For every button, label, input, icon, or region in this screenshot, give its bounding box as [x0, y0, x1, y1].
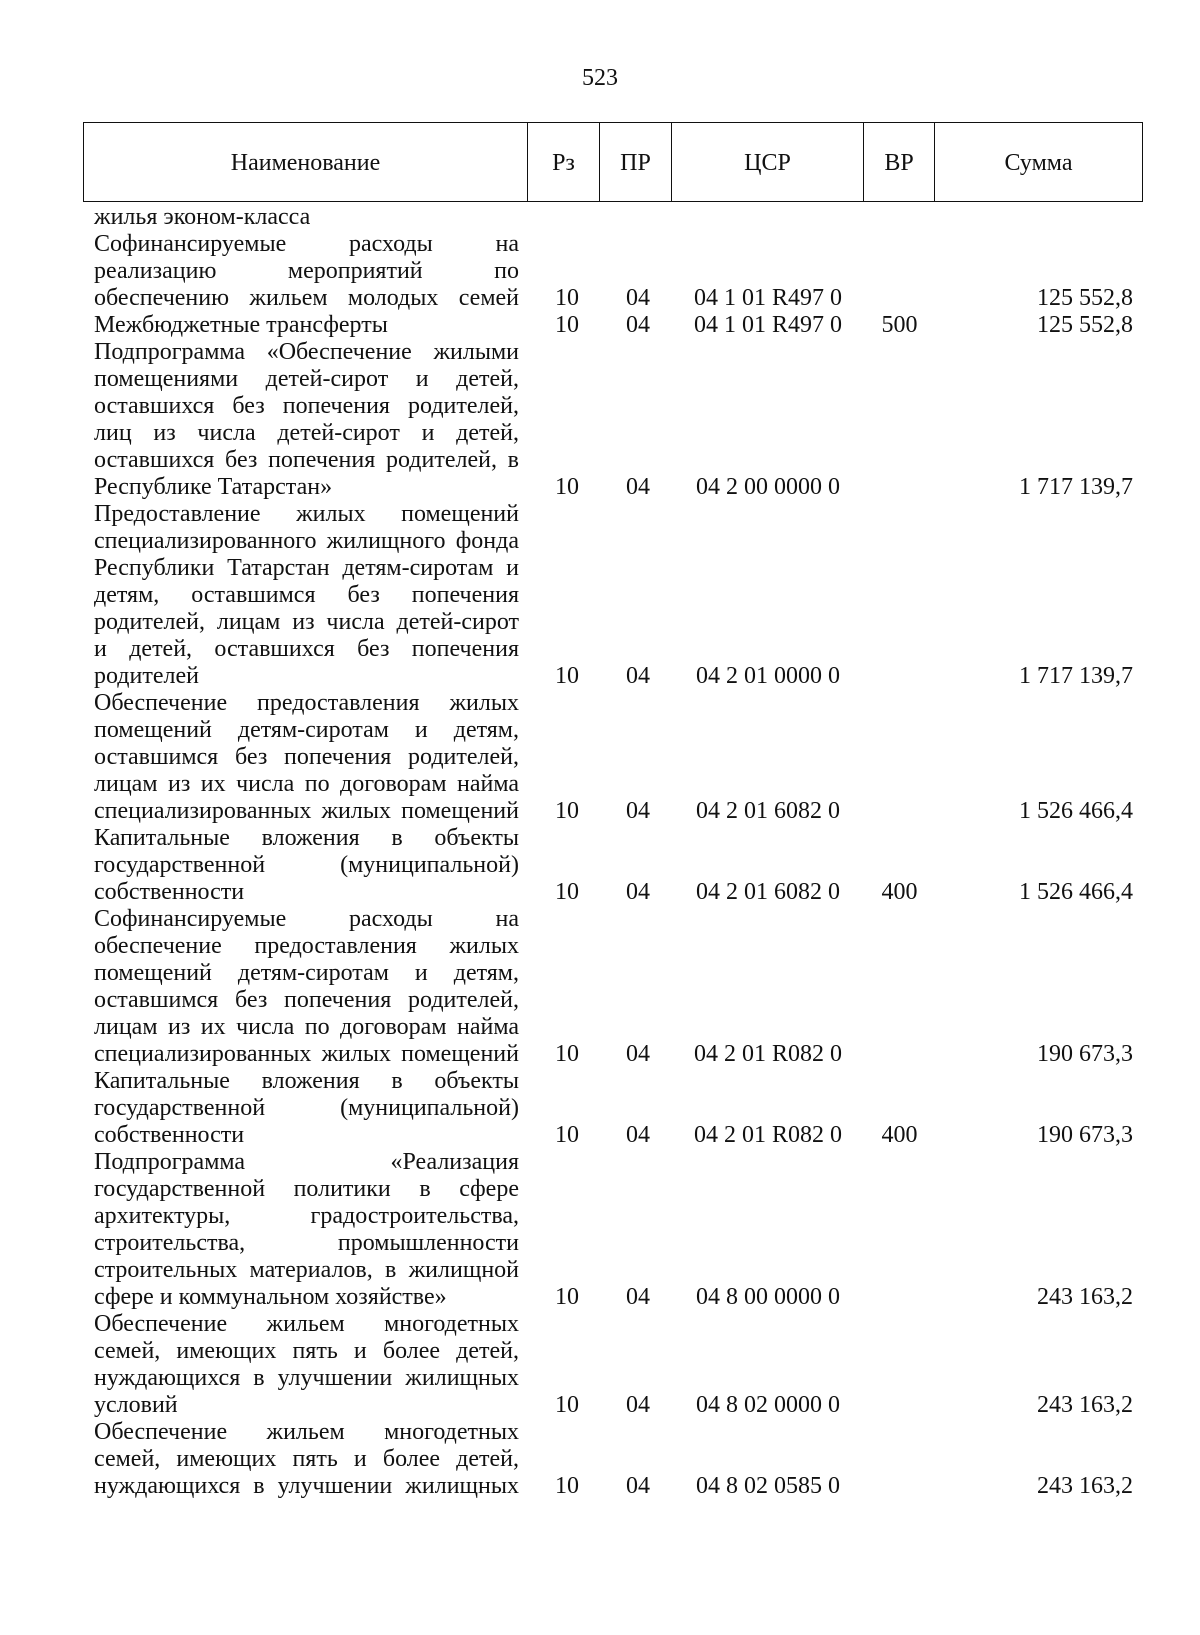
- name-line: [94, 798, 519, 825]
- name-line-text: специализированного жилищного фонда: [94, 528, 519, 554]
- cell-subsection: 04: [626, 312, 650, 338]
- cell-name: [83, 825, 528, 906]
- cell-amount: 190 673,3: [1037, 1122, 1133, 1148]
- name-line: [94, 1473, 519, 1500]
- table-row: [83, 1419, 1143, 1500]
- name-line-text: Обеспечение предоставления жилых: [94, 690, 519, 716]
- cell-expense-type: 400: [881, 879, 918, 905]
- cell-section: 10: [555, 1473, 579, 1499]
- name-line-text: Обеспечение жильем многодетных: [94, 1311, 519, 1337]
- name-line: [94, 555, 519, 582]
- cell-section: 10: [555, 285, 579, 311]
- name-line-text: нуждающихся в улучшении жилищных: [94, 1365, 519, 1391]
- cell-section: 10: [555, 798, 579, 824]
- table-row: [83, 1149, 1143, 1311]
- cell-expense-type: [864, 474, 935, 501]
- name-line-text: Республики Татарстан детям-сиротам и: [94, 555, 519, 581]
- name-line-text: семей, имеющих пять и более детей,: [94, 1446, 519, 1472]
- table-row: [83, 339, 1143, 501]
- cell-name: [83, 339, 528, 501]
- name-line: [94, 771, 519, 798]
- name-line: [94, 231, 519, 258]
- cell-section: 10: [555, 1392, 579, 1418]
- name-line: [94, 366, 519, 393]
- name-line: [94, 852, 519, 879]
- name-line-text: оставшихся без попечения родителей, в: [94, 447, 519, 473]
- name-line: [94, 204, 519, 231]
- table-row: [83, 231, 1143, 312]
- name-line: [94, 717, 519, 744]
- table-row: [83, 204, 1143, 231]
- name-line-text: и детей, оставшихся без попечения: [94, 636, 519, 662]
- cell-amount: 190 673,3: [1037, 1041, 1133, 1067]
- name-line: [94, 1041, 519, 1068]
- cell-subsection: 04: [626, 474, 650, 500]
- cell-name: [83, 1149, 528, 1311]
- name-line: [94, 1176, 519, 1203]
- header-section: Рз: [528, 123, 600, 201]
- name-line: [94, 420, 519, 447]
- header-name: Наименование: [83, 123, 528, 201]
- header-expense-type: ВР: [864, 123, 935, 201]
- name-line-text: лицам из их числа по договорам найма: [94, 1014, 519, 1040]
- name-line-text: Республике Татарстан»: [94, 474, 333, 500]
- name-line-text: собственности: [94, 879, 245, 905]
- name-line-text: условий: [94, 1392, 178, 1418]
- cell-subsection: 04: [626, 1392, 650, 1418]
- cell-subsection: 04: [626, 798, 650, 824]
- name-line: [94, 1068, 519, 1095]
- name-line: [94, 690, 519, 717]
- cell-amount: 1 717 139,7: [1019, 474, 1133, 500]
- header-target-article: ЦСР: [672, 123, 864, 201]
- name-line-text: нуждающихся в улучшении жилищных: [94, 1473, 519, 1499]
- cell-subsection: 04: [626, 1041, 650, 1067]
- cell-expense-type: [864, 285, 935, 312]
- name-line: [94, 879, 519, 906]
- name-line: [94, 636, 519, 663]
- cell-name: [83, 906, 528, 1068]
- cell-subsection: 04: [626, 1473, 650, 1499]
- table-row: [83, 501, 1143, 690]
- name-line-text: строительства, промышленности: [94, 1230, 519, 1256]
- header-subsection: ПР: [600, 123, 672, 201]
- name-line: [94, 501, 519, 528]
- name-line: [94, 744, 519, 771]
- name-line-text: жилья эконом-класса: [94, 204, 311, 230]
- name-line-text: специализированных жилых помещений: [94, 798, 519, 824]
- cell-subsection: 04: [626, 663, 650, 689]
- cell-name: [83, 1068, 528, 1149]
- name-line-text: Капитальные вложения в объекты: [94, 1068, 519, 1094]
- cell-subsection: 04: [626, 1122, 650, 1148]
- cell-amount: 243 163,2: [1037, 1473, 1133, 1499]
- cell-subsection: [600, 204, 672, 231]
- cell-name: [83, 690, 528, 825]
- name-line: [94, 474, 519, 501]
- cell-expense-type: 500: [881, 312, 918, 338]
- name-line: [94, 1122, 519, 1149]
- cell-target-article: 04 8 02 0000 0: [696, 1392, 840, 1418]
- name-line: [94, 1257, 519, 1284]
- name-line-text: помещений детям-сиротам и детям,: [94, 717, 519, 743]
- name-line-text: Подпрограмма «Реализация: [94, 1149, 519, 1175]
- name-line-text: лиц из числа детей-сирот и детей,: [94, 420, 519, 446]
- name-line: [94, 1284, 519, 1311]
- cell-expense-type: [864, 1392, 935, 1419]
- cell-amount: 1 526 466,4: [1019, 879, 1133, 905]
- cell-amount: 125 552,8: [1037, 312, 1133, 338]
- name-line-text: сфере и коммунальном хозяйстве»: [94, 1284, 447, 1310]
- name-line-text: лицам из их числа по договорам найма: [94, 771, 519, 797]
- cell-section: 10: [555, 312, 579, 338]
- name-line: [94, 285, 519, 312]
- cell-section: [528, 204, 600, 231]
- cell-name: [83, 231, 528, 312]
- cell-section: 10: [555, 1284, 579, 1310]
- header-amount: Сумма: [935, 123, 1143, 201]
- name-line: [94, 1014, 519, 1041]
- cell-expense-type: [864, 1473, 935, 1500]
- name-line-text: оставшимся без попечения родителей,: [94, 987, 519, 1013]
- name-line-text: помещений детям-сиротам и детям,: [94, 960, 519, 986]
- cell-amount: [935, 204, 1143, 231]
- cell-subsection: 04: [626, 285, 650, 311]
- cell-name: [83, 204, 528, 231]
- name-line: [94, 609, 519, 636]
- name-line: [94, 312, 519, 339]
- name-line-text: Софинансируемые расходы на: [94, 231, 519, 257]
- name-line: [94, 906, 519, 933]
- cell-amount: 1 526 466,4: [1019, 798, 1133, 824]
- name-line-text: архитектуры, градостроительства,: [94, 1203, 519, 1229]
- cell-target-article: 04 8 00 0000 0: [696, 1284, 840, 1310]
- name-line: [94, 825, 519, 852]
- name-line: [94, 1095, 519, 1122]
- table-row: [83, 690, 1143, 825]
- cell-target-article: 04 1 01 R497 0: [693, 285, 842, 311]
- name-line: [94, 582, 519, 609]
- table-row: [83, 906, 1143, 1068]
- cell-amount: 243 163,2: [1037, 1392, 1133, 1418]
- name-line-text: реализацию мероприятий по: [94, 258, 519, 284]
- cell-name: [83, 501, 528, 690]
- name-line-text: оставшимся без попечения родителей,: [94, 744, 519, 770]
- cell-expense-type: 400: [881, 1122, 918, 1148]
- cell-target-article: [672, 204, 864, 231]
- name-line-text: семей, имеющих пять и более детей,: [94, 1338, 519, 1364]
- table-row: [83, 1068, 1143, 1149]
- cell-section: 10: [555, 663, 579, 689]
- name-line: [94, 1419, 519, 1446]
- name-line-text: оставшихся без попечения родителей,: [94, 393, 519, 419]
- name-line-text: государственной политики в сфере: [94, 1176, 519, 1202]
- cell-target-article: 04 2 01 6082 0: [696, 798, 840, 824]
- name-line-text: специализированных жилых помещений: [94, 1041, 519, 1067]
- cell-target-article: 04 2 00 0000 0: [696, 474, 840, 500]
- name-line: [94, 528, 519, 555]
- cell-expense-type: [864, 798, 935, 825]
- name-line: [94, 1203, 519, 1230]
- cell-subsection: 04: [626, 879, 650, 905]
- name-line: [94, 1149, 519, 1176]
- table-row: [83, 312, 1143, 339]
- cell-subsection: 04: [626, 1284, 650, 1310]
- name-line-text: Межбюджетные трансферты: [94, 312, 388, 338]
- name-line-text: собственности: [94, 1122, 245, 1148]
- cell-expense-type: [864, 1284, 935, 1311]
- name-line-text: обеспечение предоставления жилых: [94, 933, 519, 959]
- name-line: [94, 1365, 519, 1392]
- name-line: [94, 987, 519, 1014]
- name-line: [94, 1446, 519, 1473]
- name-line: [94, 258, 519, 285]
- name-line: [94, 1311, 519, 1338]
- cell-name: [83, 1311, 528, 1419]
- cell-expense-type: [864, 204, 935, 231]
- name-line-text: помещениями детей-сирот и детей,: [94, 366, 519, 392]
- cell-target-article: 04 2 01 6082 0: [696, 879, 840, 905]
- cell-section: 10: [555, 1122, 579, 1148]
- cell-section: 10: [555, 879, 579, 905]
- name-line: [94, 339, 519, 366]
- cell-amount: 125 552,8: [1037, 285, 1133, 311]
- name-line-text: Подпрограмма «Обеспечение жилыми: [94, 339, 519, 365]
- name-line-text: Предоставление жилых помещений: [94, 501, 519, 527]
- table-row: [83, 1311, 1143, 1419]
- name-line-text: обеспечению жильем молодых семей: [94, 285, 519, 311]
- name-line: [94, 1338, 519, 1365]
- name-line: [94, 447, 519, 474]
- cell-amount: 243 163,2: [1037, 1284, 1133, 1310]
- cell-name: [83, 1419, 528, 1500]
- name-line-text: Капитальные вложения в объекты: [94, 825, 519, 851]
- name-line-text: детям, оставшимся без попечения: [94, 582, 519, 608]
- name-line: [94, 960, 519, 987]
- name-line: [94, 1230, 519, 1257]
- cell-expense-type: [864, 1041, 935, 1068]
- cell-name: [83, 312, 528, 339]
- name-line: [94, 393, 519, 420]
- cell-target-article: 04 8 02 0585 0: [696, 1473, 840, 1499]
- cell-target-article: 04 2 01 R082 0: [693, 1122, 842, 1148]
- cell-target-article: 04 1 01 R497 0: [693, 312, 842, 338]
- name-line-text: государственной (муниципальной): [94, 852, 519, 878]
- name-line-text: Обеспечение жильем многодетных: [94, 1419, 519, 1445]
- cell-target-article: 04 2 01 0000 0: [696, 663, 840, 689]
- name-line: [94, 663, 519, 690]
- cell-target-article: 04 2 01 R082 0: [693, 1041, 842, 1067]
- budget-table: [83, 122, 1143, 1500]
- cell-section: 10: [555, 474, 579, 500]
- name-line-text: Софинансируемые расходы на: [94, 906, 519, 932]
- name-line-text: родителей, лицам из числа детей-сирот: [94, 609, 519, 635]
- table-header: [83, 122, 1143, 202]
- cell-expense-type: [864, 663, 935, 690]
- table-row: [83, 825, 1143, 906]
- name-line: [94, 933, 519, 960]
- name-line-text: родителей: [94, 663, 199, 689]
- name-line-text: государственной (муниципальной): [94, 1095, 519, 1121]
- name-line: [94, 1392, 519, 1419]
- name-line-text: строительных материалов, в жилищной: [94, 1257, 519, 1283]
- cell-amount: 1 717 139,7: [1019, 663, 1133, 689]
- table-body: [83, 202, 1143, 1500]
- page-number: 523: [582, 65, 618, 91]
- cell-section: 10: [555, 1041, 579, 1067]
